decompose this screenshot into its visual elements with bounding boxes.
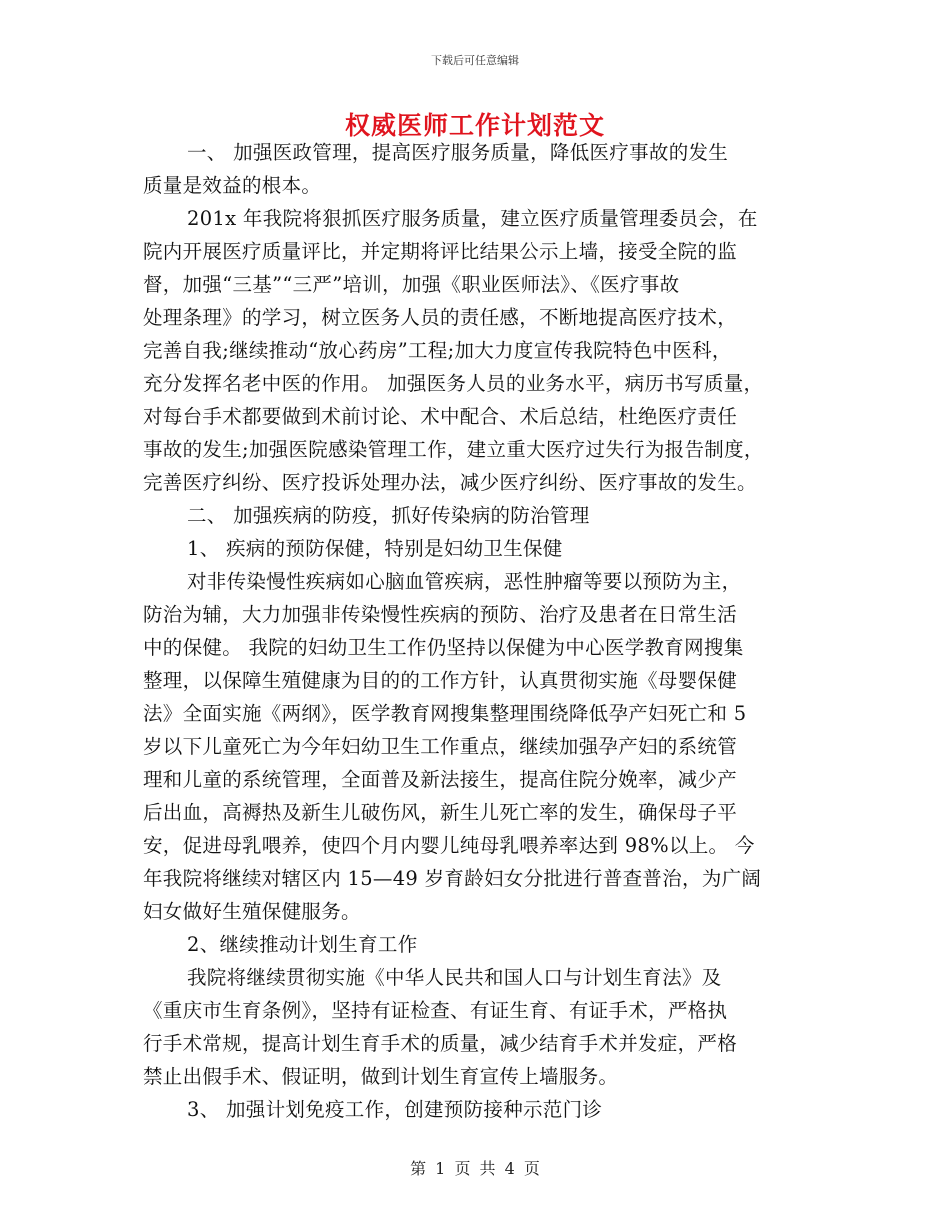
subsection-heading-1: 1、 疾病的预防保健，特别是妇幼卫生保健 bbox=[187, 537, 563, 560]
paragraph-line: 完善医疗纠纷、医疗投诉处理办法，减少医疗纠纷、医疗事故的发生。 bbox=[143, 471, 757, 494]
paragraph-line: 督，加强“三基”“三严”培训，加强《职业医师法》、《医疗事故 bbox=[143, 273, 680, 296]
paragraph-line: 院内开展医疗质量评比，并定期将评比结果公示上墙，接受全院的监 bbox=[143, 240, 738, 263]
paragraph-line: 《重庆市生育条例》，坚持有证检查、有证生育、有证手术，严格执 bbox=[143, 999, 728, 1022]
document-title: 权威医师工作计划范文 bbox=[344, 111, 605, 140]
paragraph-line: 201x 年我院将狠抓医疗服务质量，建立医疗质量管理委员会，在 bbox=[187, 207, 758, 230]
paragraph-line: 年我院将继续对辖区内 15—49 岁育龄妇女分批进行普查普治，为广阔 bbox=[143, 867, 762, 890]
paragraph-line: 防治为辅，大力加强非传染慢性疾病的预防、治疗及患者在日常生活 bbox=[143, 603, 738, 626]
paragraph-line: 法》全面实施《两纲》，医学教育网搜集整理围绕降低孕产妇死亡和 5 bbox=[143, 702, 747, 725]
section-heading-2: 二、 加强疾病的防疫，抓好传染病的防治管理 bbox=[187, 504, 590, 527]
paragraph-line: 安，促进母乳喂养，使四个月内婴儿纯母乳喂养率达到 98%以上。 今 bbox=[143, 834, 755, 857]
page-footer: 第 1 页 共 4 页 bbox=[410, 1159, 540, 1178]
paragraph-line: 禁止出假手术、假证明，做到计划生育宣传上墙服务。 bbox=[143, 1065, 619, 1088]
paragraph-line: 处理条理》的学习，树立医务人员的责任感，不断地提高医疗技术， bbox=[143, 306, 738, 329]
paragraph-line: 行手术常规，提高计划生育手术的质量，减少结育手术并发症，严格 bbox=[143, 1032, 738, 1055]
paragraph-line: 对每台手术都要做到术前讨论、术中配合、术后总结，杜绝医疗责任 bbox=[143, 405, 738, 428]
paragraph-line: 理和儿童的系统管理，全面普及新法接生，提高住院分娩率，减少产 bbox=[143, 768, 738, 791]
section-heading-1: 一、 加强医政管理，提高医疗服务质量，降低医疗事故的发生 bbox=[187, 141, 729, 164]
paragraph-line: 对非传染慢性疾病如心脑血管疾病，恶性肿瘤等要以预防为主， bbox=[187, 570, 742, 593]
paragraph-line: 事故的发生;加强医院感染管理工作，建立重大医疗过失行为报告制度， bbox=[143, 438, 764, 461]
subsection-heading-3: 3、 加强计划免疫工作，创建预防接种示范门诊 bbox=[187, 1098, 603, 1121]
header-note: 下载后可任意编辑 bbox=[431, 54, 519, 67]
paragraph-line: 质量是效益的根本。 bbox=[143, 174, 322, 197]
paragraph-line: 岁以下儿童死亡为今年妇幼卫生工作重点，继续加强孕产妇的系统管 bbox=[143, 735, 738, 758]
paragraph-line: 整理，以保障生殖健康为目的的工作方针，认真贯彻实施《母婴保健 bbox=[143, 669, 738, 692]
document-body bbox=[143, 136, 818, 1126]
subsection-heading-2: 2、继续推动计划生育工作 bbox=[187, 933, 418, 956]
paragraph-line: 我院将继续贯彻实施《中华人民共和国人口与计划生育法》及 bbox=[187, 966, 722, 989]
paragraph-line: 妇女做好生殖保健服务。 bbox=[143, 900, 361, 923]
paragraph-line: 充分发挥名老中医的作用。 加强医务人员的业务水平，病历书写质量， bbox=[143, 372, 764, 395]
paragraph-line: 后出血，高褥热及新生儿破伤风，新生儿死亡率的发生，确保母子平 bbox=[143, 801, 738, 824]
paragraph-line: 完善自我;继续推动“放心药房”工程;加大力度宣传我院特色中医科， bbox=[143, 339, 732, 362]
paragraph-line: 中的保健。 我院的妇幼卫生工作仍坚持以保健为中心医学教育网搜集 bbox=[143, 636, 744, 659]
